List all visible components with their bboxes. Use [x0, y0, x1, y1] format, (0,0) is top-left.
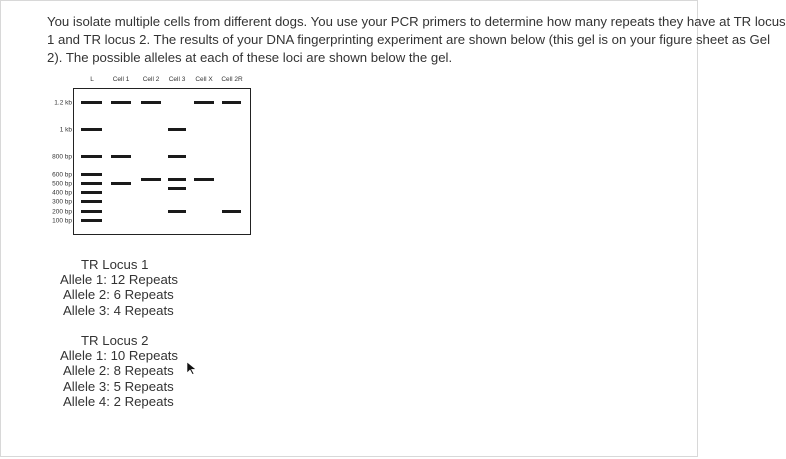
gel-band-cell-x [194, 178, 214, 181]
marker-label: 1.2 kb [54, 99, 72, 107]
gel-band-l [81, 101, 102, 104]
marker-label: 100 bp [52, 217, 72, 225]
gel-band-l [81, 200, 102, 203]
allele-item: Allele 1: 10 Repeats [60, 348, 179, 364]
allele-item: Allele 2: 6 Repeats [63, 287, 174, 303]
marker-label: 600 bp [52, 171, 72, 179]
gel-band-cell-1 [111, 182, 131, 185]
gel-band-cell-1 [111, 101, 131, 104]
gel-band-l [81, 173, 102, 176]
gel-lane-labels [0, 76, 700, 86]
gel-band-cell-3 [168, 128, 186, 131]
marker-label: 500 bp [52, 180, 72, 188]
gel-band-l [81, 210, 102, 213]
tr-locus-1-title: TR Locus 1 [81, 257, 149, 272]
marker-label: 200 bp [52, 208, 72, 216]
marker-label: 300 bp [52, 198, 72, 206]
gel-image [73, 88, 251, 235]
marker-label: 1 kb [59, 126, 72, 134]
gel-band-cell-1 [111, 155, 131, 158]
gel-band-cell-2 [141, 178, 161, 181]
lane-label-cell-2: Cell 2 [142, 76, 160, 83]
gel-band-cell-3 [168, 178, 186, 181]
gel-band-cell-2 [141, 101, 161, 104]
gel-band-cell-2r [222, 101, 241, 104]
lane-label-cell-1: Cell 1 [112, 76, 130, 83]
gel-marker-labels [0, 0, 72, 240]
gel-band-cell-3 [168, 187, 186, 190]
gel-band-l [81, 128, 102, 131]
gel-band-cell-2r [222, 210, 241, 213]
lane-label-cell-2r: Cell 2R [221, 76, 243, 83]
marker-label: 800 bp [52, 153, 72, 161]
question-line: You isolate multiple cells from different dogs. You use your PCR primers to determine how many repeats they have at TR locus [47, 14, 786, 29]
gel-band-l [81, 182, 102, 185]
gel-band-l [81, 219, 102, 222]
mouse-pointer-icon [186, 361, 198, 375]
gel-band-cell-x [194, 101, 214, 104]
allele-item: Allele 1: 12 Repeats [60, 272, 179, 288]
lane-label-cell-3: Cell 3 [168, 76, 186, 83]
tr-locus-2-title: TR Locus 2 [81, 333, 149, 348]
allele-item: Allele 4: 2 Repeats [63, 393, 174, 409]
question-line: 1 and TR locus 2. The results of your DNA fingerprinting experiment are shown below (this gel is on your figure sheet as Gel [47, 32, 770, 47]
allele-item: Allele 3: 5 Repeats [63, 378, 174, 394]
tr-locus-2 [60, 333, 178, 409]
gel-band-l [81, 155, 102, 158]
lane-label-cell-x: Cell X [195, 76, 213, 83]
question-line: 2). The possible alleles at each of these loci are shown below the gel. [47, 50, 453, 65]
marker-label: 400 bp [52, 189, 72, 197]
gel-band-l [81, 191, 102, 194]
lane-label-ladder: L [90, 76, 94, 83]
gel-band-cell-3 [168, 155, 186, 158]
tr-locus-1 [60, 257, 178, 318]
allele-item: Allele 2: 8 Repeats [63, 363, 174, 379]
question-text [47, 13, 786, 67]
allele-item: Allele 3: 4 Repeats [63, 302, 174, 318]
gel-band-cell-3 [168, 210, 186, 213]
